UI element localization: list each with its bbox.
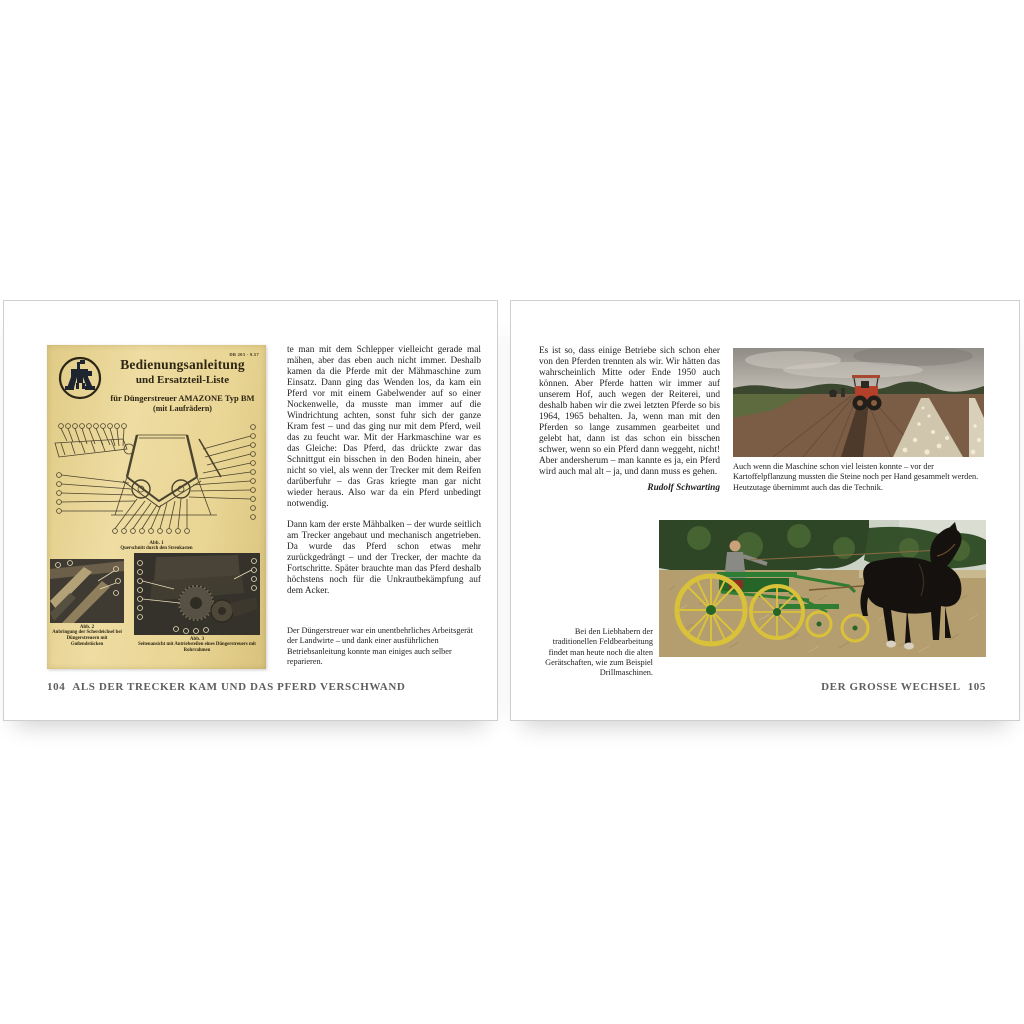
manual-doc-number: DB 203 · 9.57 bbox=[229, 352, 259, 357]
scan-photo-caption: Der Düngerstreuer war ein unentbehrliches Arbeitsgerät der Landwirte – und dank einer ausführlichen Betriebsanleitung konnte man einiges auch selber reparieren. bbox=[287, 626, 473, 666]
photo1-caption: Auch wenn die Maschine schon viel leisten konnte – vor der Kartoffelpflanzung mussten die Steine noch per Hand gesammelt werden. Heutzutage übernimmt auch das die Technik. bbox=[733, 462, 979, 492]
fig3-caption: Seitenansicht mit Antriebsteilen eines Düngerstreuers mit Rohrrahmen bbox=[138, 642, 256, 653]
body-paragraph-2: Dann kam der erste Mähbalken – der wurde seitlich am Trecker angebaut und mechanisch angetrieben. Da wurde das Pferd schon etwas mehr zurückgedrängt – und der Trecker, der machte da Fortschritte. Später brauchte man das Pferd deshalb höchstens noch für die Unkrautbekämpfung auf dem Acker. bbox=[287, 520, 481, 596]
tractor-logo-icon bbox=[57, 355, 103, 401]
fig3-photo-drive-parts bbox=[134, 553, 260, 635]
photo-horse-drill-machine bbox=[659, 520, 986, 657]
photo2-caption: Bei den Liebhabern der traditionellen Feldbearbeitung findet man heute noch die alten Gerätschaften, wie zum Beispiel Drillmaschinen. bbox=[545, 627, 653, 678]
spreader-cross-section-diagram bbox=[53, 419, 260, 539]
fig3-block bbox=[134, 553, 260, 654]
quote-attribution: Rudolf Schwarting bbox=[647, 483, 720, 493]
fig3-label: Abb. 3 bbox=[189, 637, 205, 642]
scanned-manual-cover bbox=[47, 345, 266, 669]
fig2-block bbox=[50, 559, 124, 648]
right-page-footer bbox=[821, 681, 986, 693]
page-right bbox=[510, 300, 1020, 721]
manual-subtitle-line2: (mit Laufrädern) bbox=[153, 404, 212, 413]
left-body-column bbox=[287, 345, 481, 667]
right-quote-column bbox=[539, 346, 720, 493]
fig1-caption: Querschnitt durch den Streukasten bbox=[120, 546, 193, 551]
manual-title-block bbox=[105, 357, 260, 413]
left-chapter-title: ALS DER TRECKER KAM UND DAS PFERD VERSCHWAND bbox=[72, 681, 406, 693]
quote-paragraph: Es ist so, dass einige Betriebe sich schon eher von den Pferden trennten als wir. Wir hätten das wahrscheinlich Mitte oder Ende 1950 auch können. Aber Pferde hatten wir immer auf unserem Hof, auch wegen der Reiterei, und deshalb haben wir die zwei letzten Pferde so bis 1964, 1965 behalten. Ja, wenn man mit den Pferden so lange zusammen gearbeitet und gelebt hat, dann ist das schon ein bisschen schwer, wenn so ein Pferd dann weggeht, nicht! Aber andersherum – man kannte es ja, ein Pferd wird auch mal alt – ja, und dann muss es gehen. bbox=[539, 346, 720, 477]
manual-title-line2: und Ersatzteil-Liste bbox=[135, 374, 230, 386]
photo-stone-picking-field bbox=[733, 348, 984, 457]
left-page-number: 104 bbox=[47, 681, 66, 693]
right-chapter-title: DER GROSSE WECHSEL bbox=[821, 681, 961, 693]
page-left bbox=[3, 300, 498, 721]
right-page-number: 105 bbox=[967, 681, 986, 693]
fig1-label: Abb. 1 bbox=[149, 541, 164, 546]
fig1-caption-block bbox=[47, 541, 266, 552]
fig2-label: Abb. 2 bbox=[79, 625, 95, 630]
fig2-photo-drawbar bbox=[50, 559, 124, 623]
fig2-caption: Anbringung der Scherdeichsel bei Düngerstreuern mit Gußendstücken bbox=[52, 630, 122, 647]
manual-subtitle-line1: für Düngerstreuer AMAZONE Typ BM bbox=[110, 393, 255, 403]
body-paragraph-1: te man mit dem Schlepper vielleicht gerade mal mähen, aber das eben auch nicht immer. Deshalb kamen da die Pferde mit der Mähmaschine zum Einsatz. Dann ging das Wenden los, da kam ein Pferd vor mit einem Gabelwender auf so einer Nockenwelle, da musste man immer auf die Windrichtung achten, sonst fuhr sich der ganze Kram fest – und das ging nur mit dem Pferd, weil das zu feucht war. Mit der Harkmaschine war es das Gleiche: Das Pferd, das drückte zwar das Schnittgut ein bisschen in den Boden hinein, aber nicht so viel, als wenn der Trecker mit dem Reifen darüberfuhr – das Gras kriegte man gar nicht wieder heraus. Also war da ein Pferd unbedingt notwendig. bbox=[287, 345, 481, 509]
manual-title-line1: Bedienungsanleitung bbox=[120, 357, 245, 372]
left-page-footer bbox=[47, 681, 405, 693]
